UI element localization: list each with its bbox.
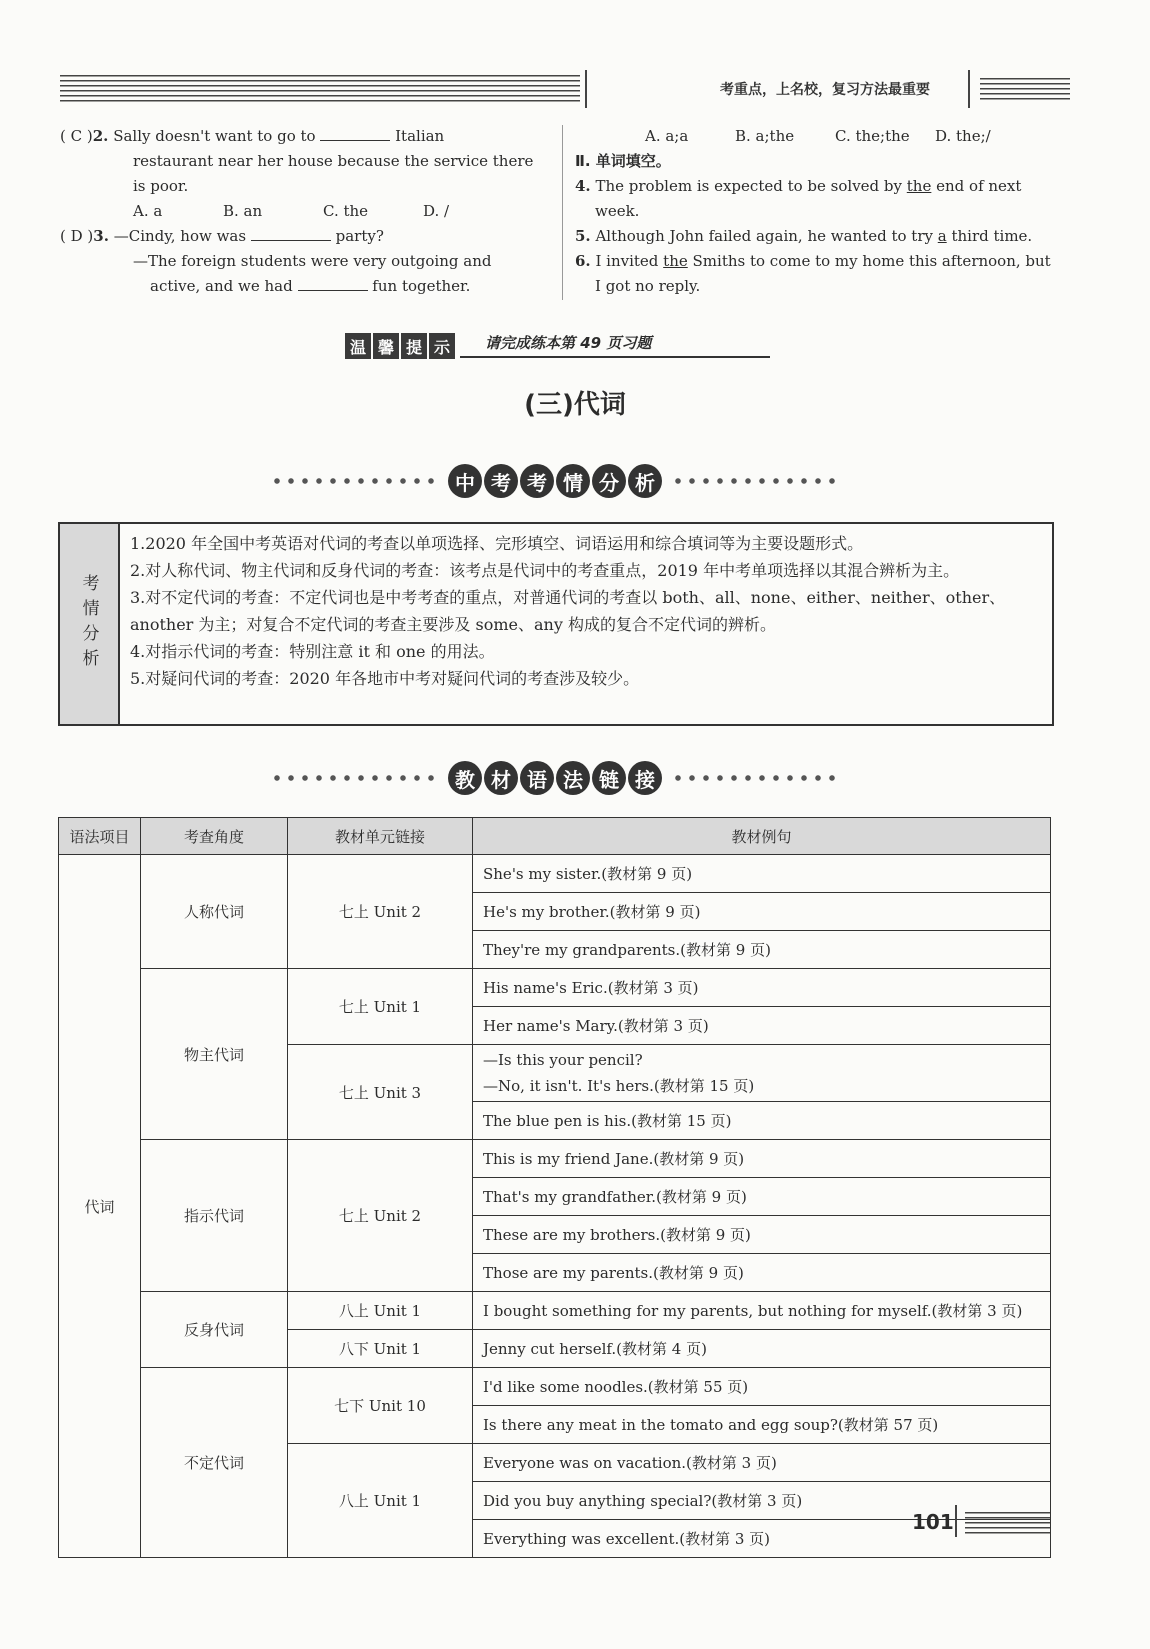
analysis-item: 1.2020 年全国中考英语对代词的考查以单项选择、完形填空、词语运用和综合填词等为主要设题形式。 [130,534,864,553]
tip-label: 温 馨 提 示 [345,333,457,361]
example-sentence: That's my grandfather.(教材第 9 页) [473,1178,1051,1216]
analysis-list [130,530,1045,692]
example-sentence: Those are my parents.(教材第 9 页) [473,1254,1051,1292]
example-sentence: Everything was excellent.(教材第 3 页) [473,1520,1051,1558]
example-sentence: I bought something for my parents, but nothing for myself.(教材第 3 页) [473,1292,1051,1330]
table-header-row [59,818,1051,855]
question-6: 6. I invited the Smiths to come to my home this afternoon, but [575,252,1051,270]
answer-blank [251,226,331,241]
question-text: active, and we had fun together. [150,277,471,295]
table-row [59,969,1051,1007]
table-header: 考查角度 [141,818,288,855]
analysis-item: 2.对人称代词、物主代词和反身代词的考查：该考点是代词中的考查重点，2019 年中考单项选择以其混合辨析为主。 [130,561,960,580]
grammar-item: 代词 [59,855,141,1558]
unit-cell: 七上 Unit 2 [288,1140,473,1292]
example-sentence: I'd like some noodles.(教材第 55 页) [473,1368,1051,1406]
question-text: is poor. [133,177,189,195]
unit-cell: 七上 Unit 1 [288,969,473,1045]
table-row [59,855,1051,893]
footer-rule [965,1512,1050,1534]
table-row [59,1292,1051,1330]
header-divider-right [968,70,970,108]
angle-cell: 不定代词 [141,1368,288,1558]
example-sentence: The blue pen is his.(教材第 15 页) [473,1102,1051,1140]
example-sentence: —Is this your pencil? —No, it isn't. It's hers.(教材第 15 页) [473,1045,1051,1102]
tip-text: 请完成练本第 49 页习题 [485,334,652,352]
tip-underline [460,356,770,358]
question-3: ( D )3. —Cindy, how was party? [60,227,384,245]
example-sentence: She's my sister.(教材第 9 页) [473,855,1051,893]
analysis-box [58,522,1054,726]
footer-divider [955,1505,957,1537]
table-header: 教材例句 [473,818,1051,855]
options: A. a B. an C. the D. / [133,202,450,220]
question-text: week. [595,202,640,220]
table-header: 教材单元链接 [288,818,473,855]
header-divider [585,70,587,108]
example-sentence: Jenny cut herself.(教材第 4 页) [473,1330,1051,1368]
example-sentence: They're my grandparents.(教材第 9 页) [473,931,1051,969]
question-5: 5. Although John failed again, he wanted to try a third time. [575,227,1033,245]
angle-cell: 反身代词 [141,1292,288,1368]
table-row [59,1140,1051,1178]
banner-exam-analysis: 中 考 考 情 分 析 [270,460,840,502]
section-title: (三)代词 [524,390,626,420]
page-number: 101 [912,1510,954,1534]
question-text: restaurant near her house because the service there [133,152,534,170]
question-text: —The foreign students were very outgoing and [133,252,492,270]
unit-cell: 八上 Unit 1 [288,1444,473,1558]
example-sentence: Everyone was on vacation.(教材第 3 页) [473,1444,1051,1482]
answer: C [70,127,83,145]
analysis-item: 3.对不定代词的考查：不定代词也是中考考查的重点，对普通代词的考查以 both、all、none、either、neither、other、another 为主；对复合不定代词的考查主要涉及 some、any 构成的复合不定代词的辨析。 [130,588,1006,634]
unit-cell: 八下 Unit 1 [288,1330,473,1368]
header-rule-left [60,75,580,103]
example-sentence: These are my brothers.(教材第 9 页) [473,1216,1051,1254]
q3-options: A. a;a B. a;the C. the;the D. the;/ [645,127,991,145]
header-title: 考重点，上名校，复习方法最重要 [720,82,930,98]
unit-cell: 七下 Unit 10 [288,1368,473,1444]
banner-textbook-grammar: 教 材 语 法 链 接 [270,757,840,799]
header-rule-right [980,78,1070,102]
unit-cell: 七上 Unit 3 [288,1045,473,1140]
example-sentence: Did you buy anything special?(教材第 3 页) [473,1482,1051,1520]
example-sentence: This is my friend Jane.(教材第 9 页) [473,1140,1051,1178]
section-heading: Ⅱ. 单词填空。 [575,152,671,170]
answer: D [70,227,83,245]
answer-blank [298,276,368,291]
question-4: 4. The problem is expected to be solved by the end of next [575,177,1022,195]
angle-cell: 人称代词 [141,855,288,969]
example-sentence: Is there any meat in the tomato and egg soup?(教材第 57 页) [473,1406,1051,1444]
example-sentence: Her name's Mary.(教材第 3 页) [473,1007,1051,1045]
angle-cell: 指示代词 [141,1140,288,1292]
unit-cell: 七上 Unit 2 [288,855,473,969]
angle-cell: 物主代词 [141,969,288,1140]
analysis-side-label: 考情分析 [60,524,120,724]
example-sentence: He's my brother.(教材第 9 页) [473,893,1051,931]
table-row [59,1368,1051,1406]
grammar-table [58,817,1051,1558]
analysis-item: 4.对指示代词的考查：特别注意 it 和 one 的用法。 [130,642,495,661]
question-text: I got no reply. [595,277,701,295]
example-sentence: His name's Eric.(教材第 3 页) [473,969,1051,1007]
answer-blank [320,126,390,141]
column-divider [562,125,563,300]
question-2: ( C )2. Sally doesn't want to go to Italian [60,127,445,145]
table-header: 语法项目 [59,818,141,855]
analysis-item: 5.对疑问代词的考查：2020 年各地市中考对疑问代词的考查涉及较少。 [130,669,640,688]
unit-cell: 八上 Unit 1 [288,1292,473,1330]
